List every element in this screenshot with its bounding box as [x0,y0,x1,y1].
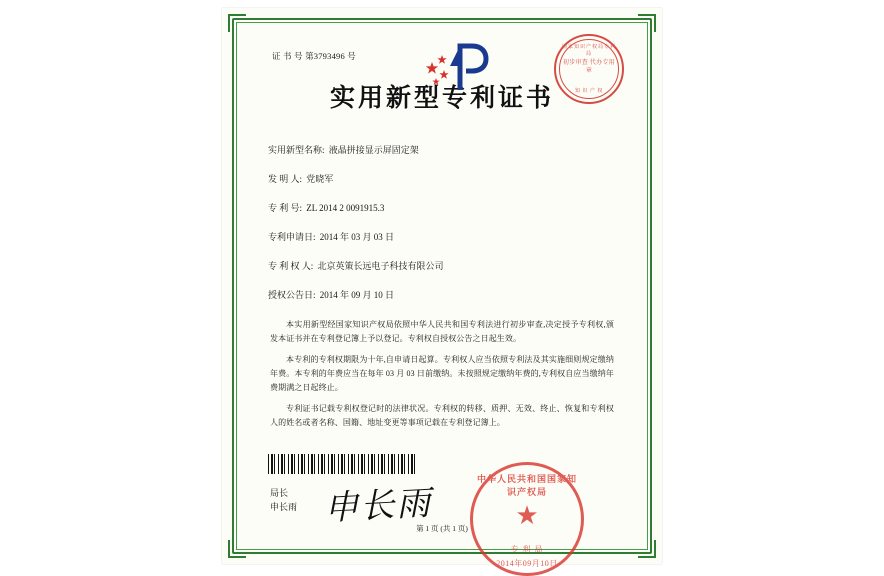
field-value: 2014 年 09 月 10 日 [319,290,395,300]
field-row [268,144,632,156]
field-label: 授权公告日: [268,290,316,300]
signature-block [270,486,297,514]
national-intellectual-property-emblem-icon [420,40,506,96]
certificate-barcode [268,454,418,474]
commissioner-title-label: 局长 [270,488,289,498]
seal-center-text: 初步审查 代办专用章 [562,60,616,74]
legal-paragraph: 本实用新型经国家知识产权局依照中华人民共和国专利法进行初步审查,决定授予专利权,颁发本证书并在专利登记簿上予以登记。专利权自授权公告之日起生效。 [270,320,614,343]
certificate-title: 实用新型专利证书 [329,85,554,112]
patent-fields-list [268,144,632,301]
field-label: 专利申请日: [268,232,316,242]
field-value: 液晶拼接显示屏固定架 [328,145,419,155]
field-label: 实用新型名称: [268,145,325,155]
field-label: 专 利 权 人: [268,261,314,271]
preliminary-examination-seal [554,34,624,104]
seal-arc-top-text: 国家知识产权局专利局 [561,45,616,57]
certificate-number: 证 书 号 第3793496 号 [272,51,356,61]
main-seal-arc-top-text: 中华人民共和国国家知识产权局 [476,474,577,497]
legal-paragraph: 专利证书记载专利权登记时的法律状况。专利权的转移、质押、无效、终止、恢复和专利权人的姓名或者名称、国籍、地址变更等事项记载在专利登记簿上。 [270,404,614,427]
seal-arc-bottom-text: 知 识 产 权 [575,89,603,94]
page-footer: 第 1 页 (共 1 页) [416,524,468,533]
field-label: 发 明 人: [268,174,303,184]
field-value: 2014 年 03 月 03 日 [319,232,395,242]
certificate-content [252,34,632,568]
field-row [268,289,632,301]
handwritten-signature: 申长雨 [323,485,434,528]
field-label: 专 利 号: [268,203,303,213]
commissioner-name-label: 申长雨 [270,502,298,512]
corner-ornament-top-right [638,14,656,32]
corner-ornament-top-left [228,14,246,32]
field-row [268,202,632,214]
field-value: 北京英策长远电子科技有限公司 [317,261,444,271]
corner-ornament-bottom-left [228,540,246,558]
corner-ornament-bottom-right [638,540,656,558]
legal-paragraph: 本专利的专利权期限为十年,自申请日起算。专利权人应当依照专利法及其实施细则规定缴纳年费。本专利的年费应当在每年 03 月 03 日前缴纳。未按照规定缴纳年费的,专利权自应当缴纳年费期满之日起终止。 [270,355,614,392]
field-value: ZL 2014 2 0091915.3 [306,203,385,213]
field-row [268,173,632,185]
main-seal-arc-bottom-text: 专 利 局 [510,545,544,554]
field-row [268,231,632,243]
star-icon: ★ [515,501,539,530]
main-seal-date: 2014年09月10日 [496,559,558,568]
patent-certificate [222,8,662,568]
field-value: 党晓军 [306,174,334,184]
field-row [268,260,632,272]
national-patent-office-seal [470,462,584,576]
